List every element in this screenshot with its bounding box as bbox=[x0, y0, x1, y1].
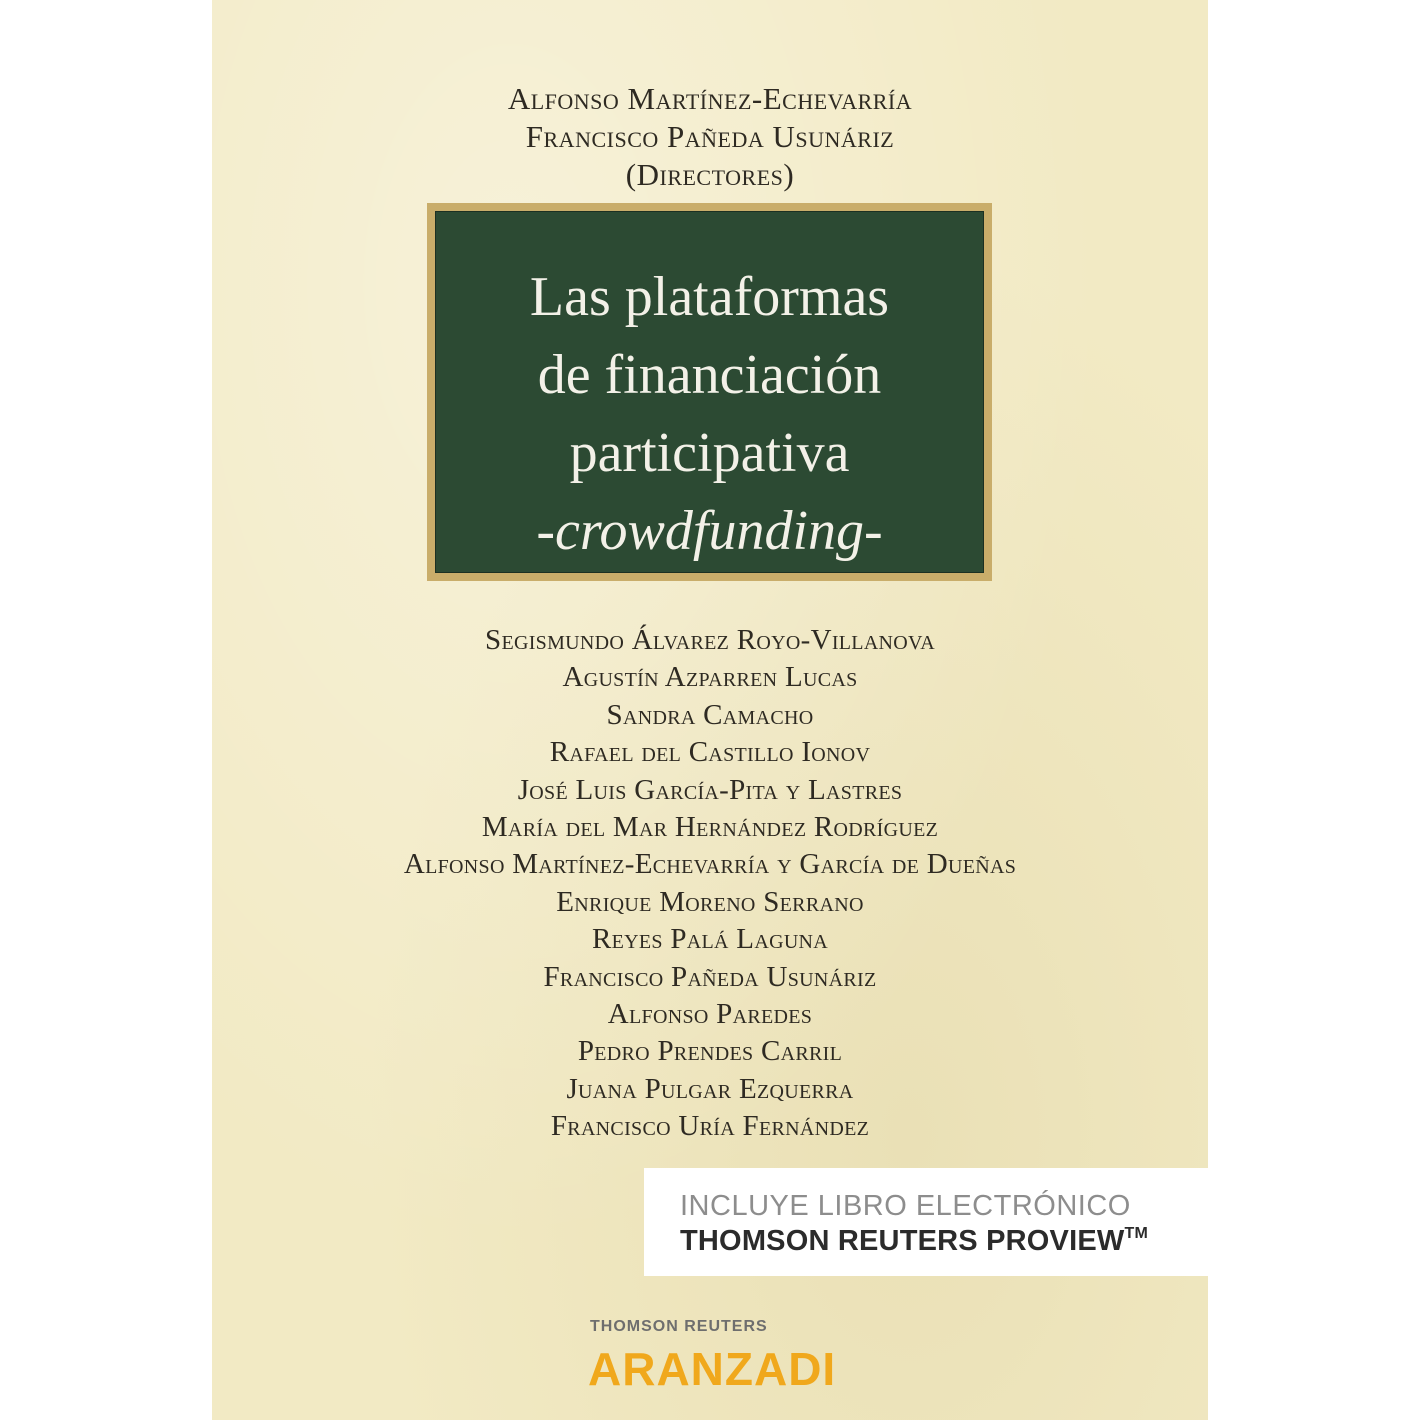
directors-label: (Directores) bbox=[625, 157, 795, 192]
title-line: Las plataformas bbox=[529, 266, 890, 328]
publisher-group: THOMSON REUTERS bbox=[590, 1318, 768, 1335]
ebook-banner bbox=[644, 1168, 1208, 1276]
ebook-banner-line1: INCLUYE LIBRO ELECTRÓNICO bbox=[680, 1190, 1131, 1222]
author-name: Francisco Uría Fernández bbox=[550, 1110, 870, 1143]
title-panel-frame bbox=[427, 203, 992, 581]
author-name: Juana Pulgar Ezquerra bbox=[566, 1072, 854, 1105]
ebook-banner-line2 bbox=[680, 1225, 1148, 1258]
author-name: Agustín Azparren Lucas bbox=[562, 661, 858, 694]
authors-list bbox=[212, 622, 1208, 1146]
proview-label: THOMSON REUTERS PROVIEW bbox=[680, 1225, 1125, 1257]
title-line: de financiación bbox=[537, 344, 882, 406]
title-panel bbox=[435, 211, 984, 573]
title-line: participativa bbox=[569, 422, 850, 484]
author-name: María del Mar Hernández Rodríguez bbox=[481, 811, 939, 844]
book-title bbox=[436, 258, 983, 570]
publisher-logo bbox=[588, 1318, 837, 1395]
author-name: Francisco Pañeda Usunáriz bbox=[543, 960, 877, 993]
author-name: Segismundo Álvarez Royo-Villanova bbox=[485, 624, 935, 656]
director-name: Alfonso Martínez-Echevarría bbox=[507, 81, 913, 116]
author-name: Reyes Palá Laguna bbox=[591, 923, 829, 956]
director-name: Francisco Pañeda Usunáriz bbox=[525, 119, 895, 154]
directors-block bbox=[212, 80, 1208, 194]
author-name: Pedro Prendes Carril bbox=[577, 1035, 843, 1068]
author-name: Alfonso Martínez-Echevarría y García de Dueñas bbox=[403, 848, 1017, 881]
book-subtitle: -crowdfunding- bbox=[536, 500, 883, 562]
book-cover bbox=[212, 0, 1208, 1420]
publisher-name: ARANZADI bbox=[588, 1343, 837, 1395]
trademark-mark: TM bbox=[1124, 1225, 1148, 1242]
author-name: Rafael del Castillo Ionov bbox=[549, 736, 871, 769]
author-name: Alfonso Paredes bbox=[607, 998, 813, 1031]
author-name: Sandra Camacho bbox=[606, 698, 814, 731]
author-name: Enrique Moreno Serrano bbox=[556, 885, 864, 918]
author-name: José Luis García-Pita y Lastres bbox=[517, 773, 903, 806]
